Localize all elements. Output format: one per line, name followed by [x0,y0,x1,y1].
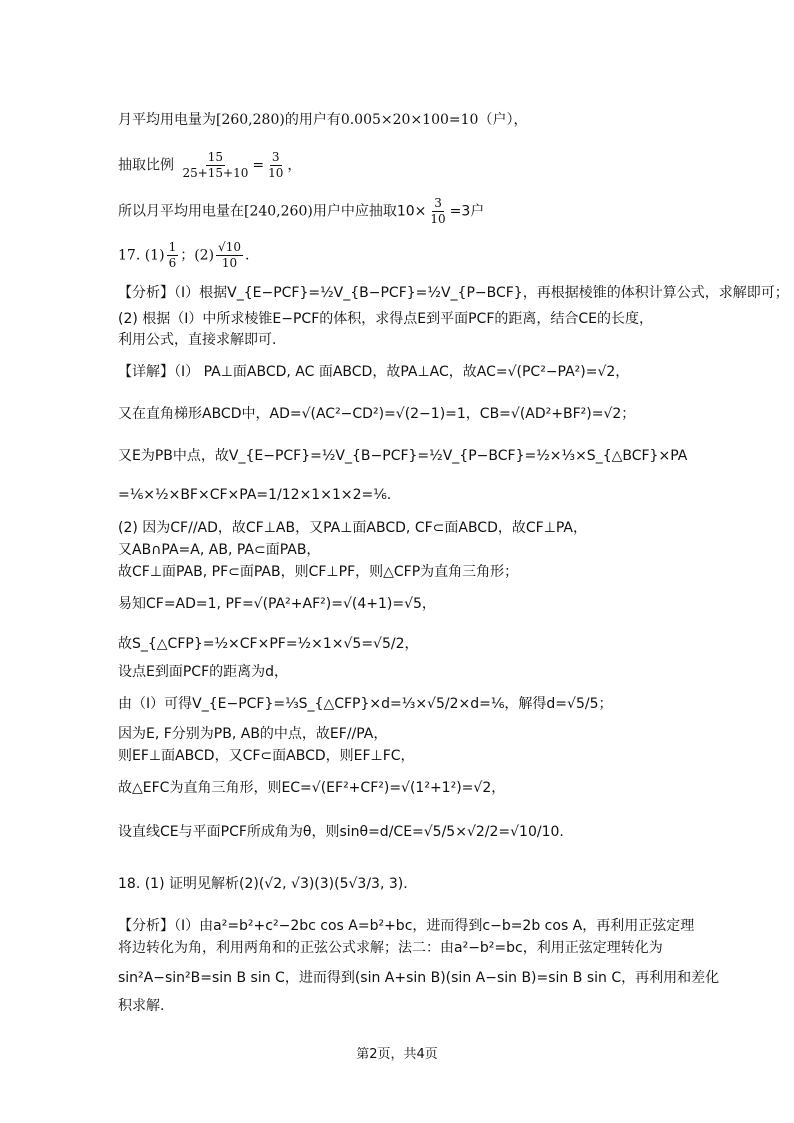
detail-line-8: 易知CF=AD=1, PF=√(PA²+AF²)=√(4+1)=√5， [118,596,436,612]
detail-line-7: 故CF⊥面PAB, PF⊂面PAB，则CF⊥PF，则△CFP为直角三角形； [118,564,519,580]
question-18-answer: 18. (1) 证明见解析(2)(√2, √3)(3)(5√3/3, 3). [118,876,408,892]
detail-line-9: 故S_{△CFP}=½×CF×PF=½×1×√5=√5/2， [118,636,419,652]
text-line-1 [118,110,527,130]
detail-line-11: 由（I）可得V_{E−PCF}=⅓S_{△CFP}×d=⅓×√5/2×d=⅙，解得d=√5/5； [118,696,613,712]
text-span: 的用户有 [284,112,341,128]
analysis-line-2: (2) 根据（I）中所求棱锥E−PCF的体积，求得点E到平面PCF的距离，结合CE的长度， [118,311,653,327]
analysis-18-line-3: sin²A−sin²B=sin B sin C，进而得到(sin A+sin B)(sin A−sin B)=sin B sin C，再利用和差化 [118,970,720,986]
detail-line-12: 因为E, F分别为PB, AB的中点，故EF//PA， [118,726,388,742]
detail-line-10: 设点E到面PCF的距离为d， [118,664,289,680]
question-17-answer: 17. (1) $\frac{1}{6}$ ；(2) $\frac{√10}{10}$ . [118,240,250,270]
math-expression: 0.005×20×100=10 [340,112,479,128]
analysis-18-line-4: 积求解. [118,998,165,1014]
text-span: （户）， [478,112,528,128]
detail-line-1: 【详解】（I） PA⊥面ABCD, AC 面ABCD，故PA⊥AC，故AC=√(PC²−PA²)=√2， [118,364,630,380]
text-line-2: 抽取比例 $\frac{15}{25+15+10}$ = $\frac{3}{10}$ ， [118,150,302,180]
text-span: 月平均用电量为 [118,112,216,128]
fraction: $\frac{3}{10}$ [268,150,284,180]
text-span: 抽取比例 [118,157,174,174]
interval: [240,260) [244,203,313,220]
analysis-18-line-1: 【分析】（I）由a²=b²+c²−2bc cos A=b²+bc，进而得到c−b=2b cos A，再利用正弦定理 [118,918,695,934]
detail-line-4: =⅙×½×BF×CF×PA=1/12×1×1×2=⅙. [118,487,392,503]
detail-line-3: 又E为PB中点，故V_{E−PCF}=½V_{B−PCF}=½V_{P−BCF}=½×⅓×S_{△BCF}×PA [118,448,688,464]
fraction: $\frac{15}{25+15+10}$ [182,150,249,180]
fraction: $\frac{1}{6}$ [168,240,177,270]
analysis-line-3: 利用公式，直接求解即可. [118,332,277,348]
interval: [260,280) [216,112,285,128]
fraction: $\frac{3}{10}$ [430,196,446,226]
detail-line-14: 故△EFC为直角三角形，则EC=√(EF²+CF²)=√(1²+1²)=√2， [118,780,506,796]
detail-line-15: 设直线CE与平面PCF所成角为θ，则sinθ=d/CE=√5/5×√2/2=√10/10. [118,824,564,840]
analysis-line-1: 【分析】（I）根据V_{E−PCF}=½V_{B−PCF}=½V_{P−BCF}，再根据棱锥的体积计算公式，求解即可； [118,285,789,301]
detail-line-5: (2) 因为CF//AD，故CF⊥AB，又PA⊥面ABCD, CF⊂面ABCD，故CF⊥PA， [118,520,588,536]
detail-line-2: 又在直角梯形ABCD中，AD=√(AC²−CD²)=√(2−1)=1，CB=√(AD²+BF²)=√2； [118,406,636,422]
page-footer: 第2页，共4页 [356,1047,438,1062]
fraction: $\frac{√10}{10}$ [218,240,241,270]
detail-line-13: 则EF⊥面ABCD，又CF⊂面ABCD，则EF⊥FC， [118,748,415,764]
analysis-18-line-2: 将边转化为角，利用两角和的正弦公式求解；法二：由a²−b²=bc，利用正弦定理转化为 [118,940,663,956]
text-line-3: 所以月平均用电量在[240,260)用户中应抽取10× $\frac{3}{10}$ =3户 [118,196,485,226]
detail-line-6: 又AB∩PA=A, AB, PA⊂面PAB， [118,542,321,558]
